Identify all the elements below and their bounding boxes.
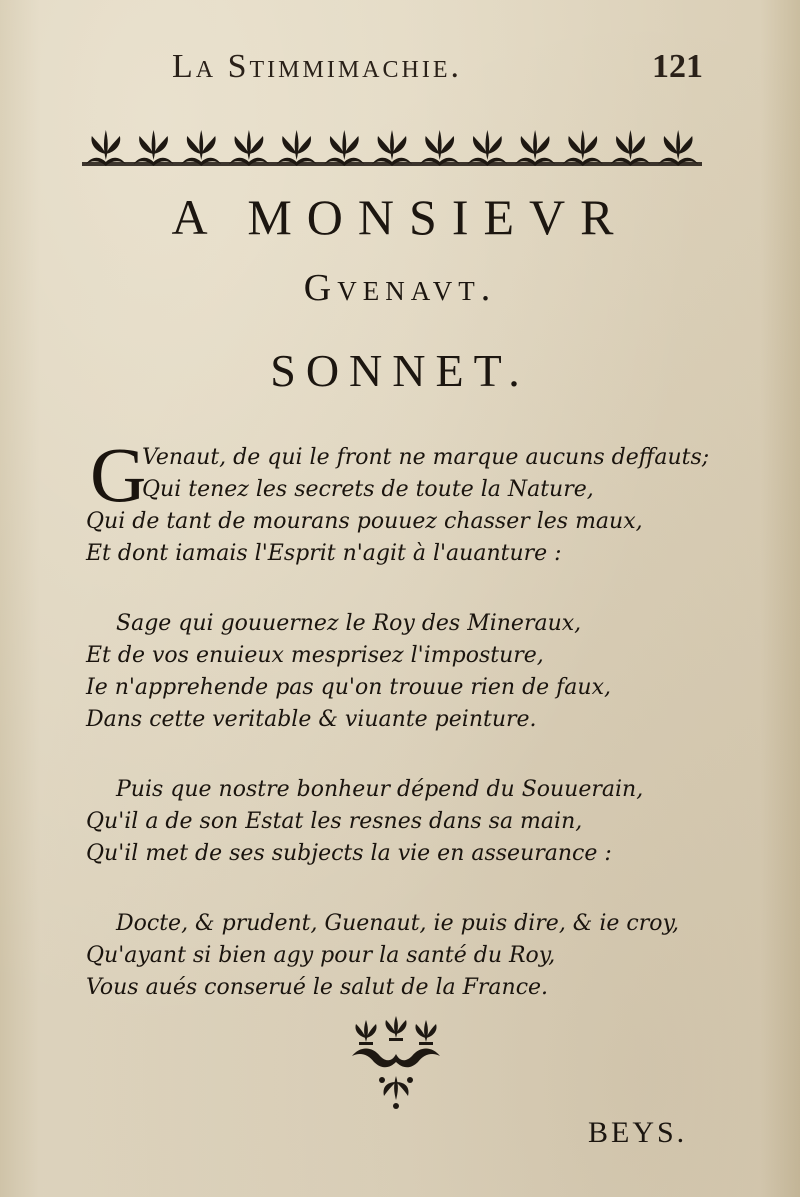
fleuron-ornament bbox=[229, 130, 269, 166]
verse-line: Vous aués conserué le salut de la France. bbox=[86, 975, 549, 1000]
fleuron-tailpiece-ornament bbox=[346, 1016, 446, 1112]
fleuron-ornament bbox=[467, 130, 507, 166]
verse-line: Ie n'apprehende pas qu'on trouue rien de faux, bbox=[86, 675, 611, 700]
fleuron-ornament bbox=[563, 130, 603, 166]
sonnet-text bbox=[86, 431, 726, 1042]
fleuron-ornament bbox=[277, 130, 317, 166]
fleuron-ornament bbox=[420, 130, 460, 166]
heading-monsieur: A MONSIEVR bbox=[171, 189, 629, 245]
page-number: 121 bbox=[652, 48, 703, 85]
verse-line: Qu'il a de son Estat les resnes dans sa main, bbox=[86, 809, 583, 834]
verse-line: Puis que nostre bonheur dépend du Souuerain, bbox=[116, 777, 644, 802]
stanza-3 bbox=[86, 774, 726, 870]
stanza-4 bbox=[86, 908, 726, 1004]
stanza-1 bbox=[86, 431, 726, 570]
fleuron-ornament bbox=[658, 130, 698, 166]
fleuron-ornament bbox=[515, 130, 555, 166]
fleuron-ornament bbox=[86, 130, 126, 166]
running-title: La Stimmimachie. bbox=[172, 48, 462, 85]
verse-line: Qu'ayant si bien agy pour la santé du Roy, bbox=[86, 943, 556, 968]
fleuron-ornament bbox=[372, 130, 412, 166]
heading-guenaut: Gvenavt. bbox=[303, 267, 497, 309]
verse-line: Qui tenez les secrets de toute la Nature, bbox=[142, 477, 594, 502]
verse-line: Venaut, de qui le front ne marque aucuns deffauts; bbox=[142, 445, 710, 470]
verse-line: Docte, & prudent, Guenaut, ie puis dire, & ie croy, bbox=[116, 911, 680, 936]
drop-cap: G bbox=[90, 431, 147, 518]
fleuron-ornament bbox=[181, 130, 221, 166]
verse-line: Qu'il met de ses subjects la vie en asseurance : bbox=[86, 841, 612, 866]
stanza-2 bbox=[86, 608, 726, 736]
verse-line: Dans cette veritable & viuante peinture. bbox=[86, 707, 537, 732]
fleuron-band-ornament bbox=[82, 126, 702, 174]
verse-line: Et de vos enuieux mesprisez l'imposture, bbox=[86, 643, 544, 668]
fleuron-ornament bbox=[610, 130, 650, 166]
fleuron-ornament bbox=[324, 130, 364, 166]
fleuron-ornament bbox=[134, 130, 174, 166]
running-head bbox=[0, 42, 800, 92]
verse-line: Qui de tant de mourans pouuez chasser les maux, bbox=[86, 509, 643, 534]
heading-sonnet: SONNET. bbox=[270, 345, 530, 396]
verse-line: Et dont iamais l'Esprit n'agit à l'auanture : bbox=[86, 541, 562, 566]
author-signature: BEYS. bbox=[588, 1116, 688, 1149]
verse-line: Sage qui gouuernez le Roy des Mineraux, bbox=[116, 611, 582, 636]
